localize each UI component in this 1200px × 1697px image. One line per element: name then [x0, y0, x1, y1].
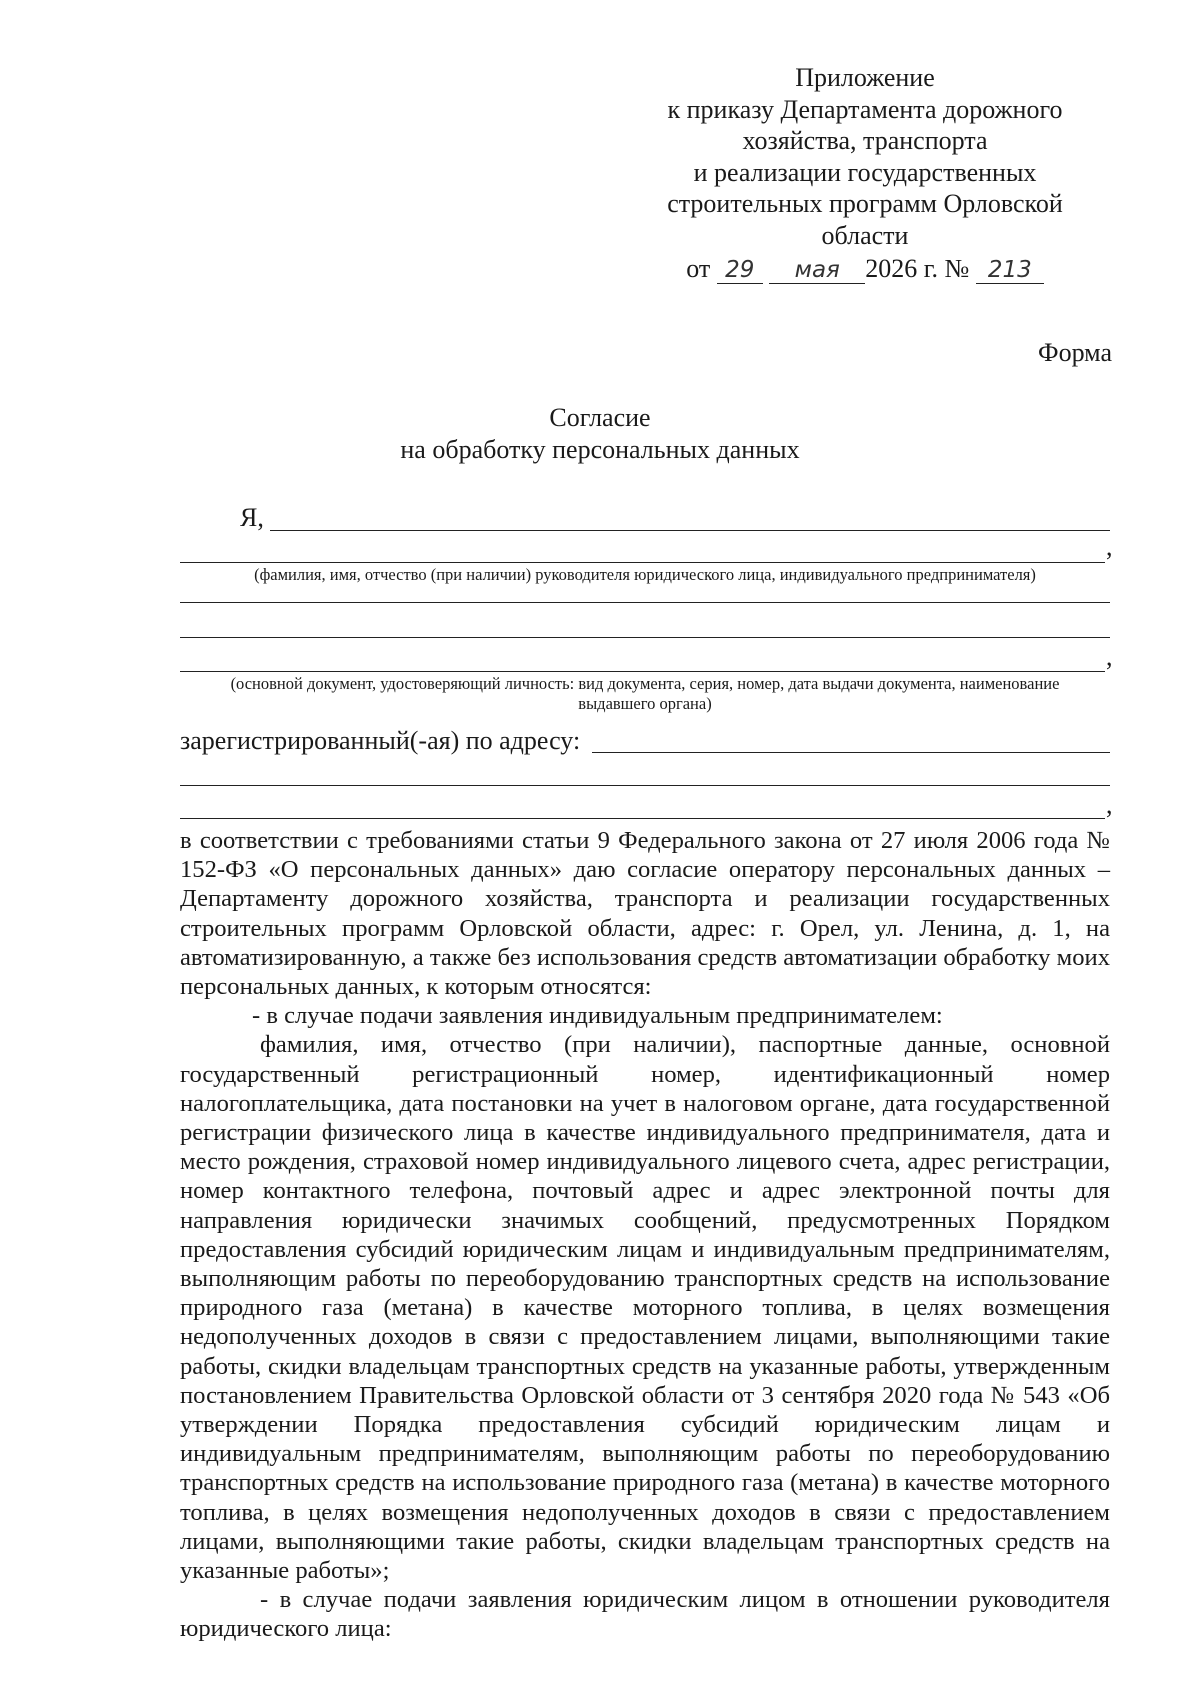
- order-number-handwritten: 213: [976, 257, 1044, 284]
- i-label: Я,: [240, 503, 264, 532]
- appendix-line: хозяйства, транспорта: [742, 126, 988, 155]
- appendix-line: Приложение: [795, 63, 935, 92]
- consent-body: [180, 826, 1110, 1644]
- consent-paragraph-1: в соответствии с требованиями статьи 9 Федерального закона от 27 июля 2006 года № 152-ФЗ «О персональных данных» даю согласие оператору персональных данных – Департаменту дорожного хозяйства, транспорта и реализации государственных строительных программ Орловской области, адрес: г. Орел, ул. Ленина, д. 1, на автоматизированную, а также без использования средств автоматизации обработку моих персональных данных, к которым относятся:: [180, 827, 1110, 1001]
- appendix-line: строительных программ Орловской: [667, 189, 1063, 218]
- caption-fio: (фамилия, имя, отчество (при наличии) руководителя юридического лица, индивидуального предпринимателя): [254, 565, 1036, 584]
- consent-paragraph-2: - в случае подачи заявления индивидуальным предпринимателем:: [252, 1002, 943, 1030]
- consent-paragraph-4: - в случае подачи заявления юридическим лицом в отношении руководителя юридического лица:: [180, 1586, 1110, 1643]
- address-input-line-3[interactable]: [180, 818, 1105, 819]
- comma: ,: [1106, 790, 1113, 819]
- order-year-label: 2026 г. №: [865, 254, 970, 283]
- consent-paragraph-3: фамилия, имя, отчество (при наличии), паспортные данные, основной государственный регистрационный номер, идентификационный номер налогоплательщика, дата постановки на учет в налоговом органе, дата государственной регистрации физического лица в качестве индивидуального предпринимателя, дата и место рождения, страховой номер индивидуального лицевого счета, адрес регистрации, номер контактного телефона, почтовый адрес и адрес электронной почты для направления юридически значимых сообщений, предусмотренных Порядком предоставления субсидий юридическим лицам и индивидуальным предпринимателям, выполняющим работы по переоборудованию транспортных средств на использование природного газа (метана) в качестве моторного топлива, в целях возмещения недополученных доходов в связи с предоставлением лицами, выполняющими такие работы, скидки владельцам транспортных средств на указанные работы, утвержденным постановлением Правительства Орловской области от 3 сентября 2020 года № 543 «Об утверждении Порядка предоставления субсидий юридическим лицам и индивидуальным предпринимателям, выполняющим работы по переоборудованию транспортных средств на использование природного газа (метана) в качестве моторного топлива, в целях возмещения недополученных доходов в связи с предоставлением лицами, выполняющими такие работы, скидки владельцам транспортных средств на указанные работы»;: [180, 1031, 1110, 1585]
- order-date-line: [650, 253, 1080, 285]
- fio-input-line-2[interactable]: [180, 562, 1105, 563]
- caption-document-line-1: (основной документ, удостоверяющий личность: вид документа, серия, номер, дата выдачи документа, наименование: [230, 674, 1060, 693]
- document-title: [0, 402, 1200, 466]
- comma: ,: [1106, 642, 1113, 671]
- appendix-line: области: [821, 220, 909, 250]
- order-month-handwritten: мая: [769, 257, 865, 284]
- caption-document-line-2: выдавшего органа): [578, 694, 712, 713]
- date-prefix: от: [686, 254, 711, 283]
- appendix-line: к приказу Департамента дорожного: [667, 94, 1063, 124]
- document-input-line-1[interactable]: [180, 602, 1110, 603]
- form-label: Форма: [1038, 338, 1112, 367]
- appendix-header: [650, 62, 1080, 285]
- address-input-line-1[interactable]: [592, 752, 1110, 753]
- title-line-2: на обработку персональных данных: [400, 435, 800, 464]
- document-input-line-2[interactable]: [180, 637, 1110, 638]
- caption-document: [180, 674, 1110, 714]
- appendix-line: и реализации государственных: [693, 157, 1037, 187]
- address-label: зарегистрированный(-ая) по адресу:: [180, 726, 581, 755]
- address-input-line-2[interactable]: [180, 785, 1110, 786]
- title-line-1: Согласие: [549, 403, 651, 432]
- order-day-handwritten: 29: [717, 257, 763, 284]
- comma: ,: [1106, 532, 1113, 561]
- document-input-line-3[interactable]: [180, 671, 1105, 672]
- fio-input-line-1[interactable]: [270, 530, 1110, 531]
